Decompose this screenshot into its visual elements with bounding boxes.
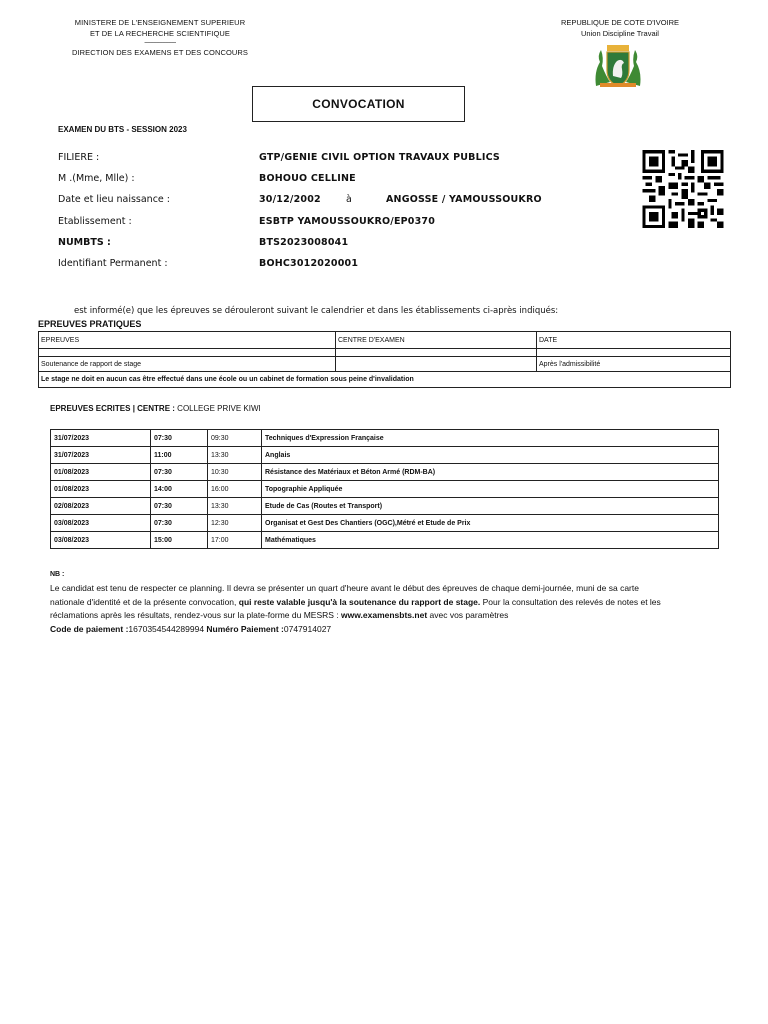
pratiques-title: EPREUVES PRATIQUES	[38, 319, 142, 329]
intro-text: est informé(e) que les épreuves se dérouleront suivant le calendrier et dans les établissements ci-après indiqués:	[74, 306, 559, 316]
birth-label: Date et lieu naissance :	[58, 194, 170, 205]
exam-end: 12:30	[208, 515, 262, 532]
exam-end: 16:00	[208, 481, 262, 498]
nb-text	[50, 582, 675, 636]
name-label: M .(Mme, Mlle) :	[58, 173, 135, 184]
exam-start: 07:30	[151, 430, 208, 447]
exam-end: 13:30	[208, 447, 262, 464]
header-centre: CENTRE D'EXAMEN	[336, 332, 537, 349]
table-row	[51, 447, 719, 464]
exam-date: 01/08/2023	[51, 464, 151, 481]
nb-label: NB :	[50, 571, 65, 578]
table-row	[39, 357, 731, 372]
pratique-epreuve: Soutenance de rapport de stage	[39, 357, 336, 372]
table-spacer-row	[39, 349, 731, 357]
filiere-value: GTP/GENIE CIVIL OPTION TRAVAUX PUBLICS	[259, 152, 500, 163]
exam-subject: Topographie Appliquée	[262, 481, 719, 498]
numbts-value: BTS2023008041	[259, 237, 349, 248]
exam-start: 14:00	[151, 481, 208, 498]
exam-end: 09:30	[208, 430, 262, 447]
exam-date: 01/08/2023	[51, 481, 151, 498]
exam-end: 13:30	[208, 498, 262, 515]
etablissement-label: Etablissement :	[58, 216, 132, 227]
header-epreuves: EPREUVES	[39, 332, 336, 349]
ministry-line-1: MINISTERE DE L'ENSEIGNEMENT SUPERIEUR	[74, 18, 246, 27]
exam-subject: Anglais	[262, 447, 719, 464]
coat-of-arms-icon	[592, 42, 644, 88]
nb-text-1: Le candidat est tenu de respecter ce planning. Il devra se présenter un quart d'heure avant le début des épreuves de chaque demi-journée, muni de sa carte nationale d'identité et de la présente convocation,	[50, 583, 639, 607]
ecrites-centre: COLLEGE PRIVE KIWI	[174, 404, 261, 413]
exam-date: 03/08/2023	[51, 532, 151, 549]
exam-start: 15:00	[151, 532, 208, 549]
platform-link[interactable]: www.examensbts.net	[341, 610, 428, 620]
numbts-label: NUMBTS :	[58, 237, 111, 248]
exam-subject: Etude de Cas (Routes et Transport)	[262, 498, 719, 515]
stage-note: Le stage ne doit en aucun cas être effectué dans une école ou un cabinet de formation sous peine d'invalidation	[39, 372, 731, 388]
exam-start: 07:30	[151, 498, 208, 515]
exam-date: 02/08/2023	[51, 498, 151, 515]
exam-start: 07:30	[151, 515, 208, 532]
exam-subject: Mathématiques	[262, 532, 719, 549]
exam-subject: Résistance des Matériaux et Béton Armé (RDM-BA)	[262, 464, 719, 481]
exam-subject: Techniques d'Expression Française	[262, 430, 719, 447]
ministry-line-2: ET DE LA RECHERCHE SCIENTIFIQUE	[89, 29, 231, 38]
table-header-row	[39, 332, 731, 349]
birth-a: à	[346, 194, 352, 205]
exam-date: 31/07/2023	[51, 430, 151, 447]
exam-date: 03/08/2023	[51, 515, 151, 532]
table-row	[51, 532, 719, 549]
exam-subject: Organisat et Gest Des Chantiers (OGC),Métré et Etude de Prix	[262, 515, 719, 532]
exam-end: 17:00	[208, 532, 262, 549]
nb-text-3: avec vos paramètres	[427, 610, 509, 620]
exam-session: EXAMEN DU BTS - SESSION 2023	[58, 125, 187, 134]
republic-header	[520, 17, 720, 39]
numero-paiement-value: 0747914027	[283, 623, 332, 634]
ecrites-title-label: EPREUVES ECRITES | CENTRE :	[50, 404, 175, 413]
ecrites-table	[50, 429, 719, 549]
table-row	[51, 498, 719, 515]
table-note-row	[39, 372, 731, 388]
table-row	[51, 430, 719, 447]
numero-paiement-label: Numéro Paiement :	[204, 623, 284, 634]
etablissement-value: ESBTP YAMOUSSOUKRO/EP0370	[259, 216, 436, 227]
identifiant-value: BOHC3012020001	[259, 258, 359, 269]
birth-date: 30/12/2002	[259, 194, 321, 205]
pratique-centre	[336, 357, 537, 372]
pratique-date: Après l'admissibilité	[537, 357, 731, 372]
identifiant-label: Identifiant Permanent :	[58, 258, 168, 269]
code-paiement-label: Code de paiement :	[50, 623, 129, 634]
nb-text-2: Pour la consultation des relevés de notes et les réclamations après les résultats, rendez-vous sur la plate-forme du MESRS :	[50, 596, 661, 620]
ministry-separator: ---------------------	[144, 40, 176, 46]
republic-name: REPUBLIQUE DE COTE D'IVOIRE	[560, 18, 680, 27]
name-value: BOHOUO CELLINE	[259, 173, 356, 184]
exam-end: 10:30	[208, 464, 262, 481]
filiere-label: FILIERE :	[58, 152, 100, 163]
ministry-header	[40, 17, 280, 58]
ecrites-title	[50, 404, 261, 413]
republic-motto: Union Discipline Travail	[581, 29, 659, 38]
direction-line: DIRECTION DES EXAMENS ET DES CONCOURS	[71, 48, 249, 57]
birth-place: ANGOSSE / YAMOUSSOUKRO	[386, 194, 542, 205]
table-row	[51, 464, 719, 481]
table-row	[51, 515, 719, 532]
exam-start: 11:00	[151, 447, 208, 464]
nb-text-validity: qui reste valable jusqu'à la soutenance du rapport de stage.	[238, 596, 481, 607]
code-paiement-value: 1670354544289994	[128, 623, 205, 634]
header-date: DATE	[537, 332, 731, 349]
pratiques-table	[38, 331, 731, 388]
qr-code-icon	[642, 150, 724, 228]
table-row	[51, 481, 719, 498]
exam-date: 31/07/2023	[51, 447, 151, 464]
page-title: CONVOCATION	[252, 86, 465, 122]
exam-start: 07:30	[151, 464, 208, 481]
